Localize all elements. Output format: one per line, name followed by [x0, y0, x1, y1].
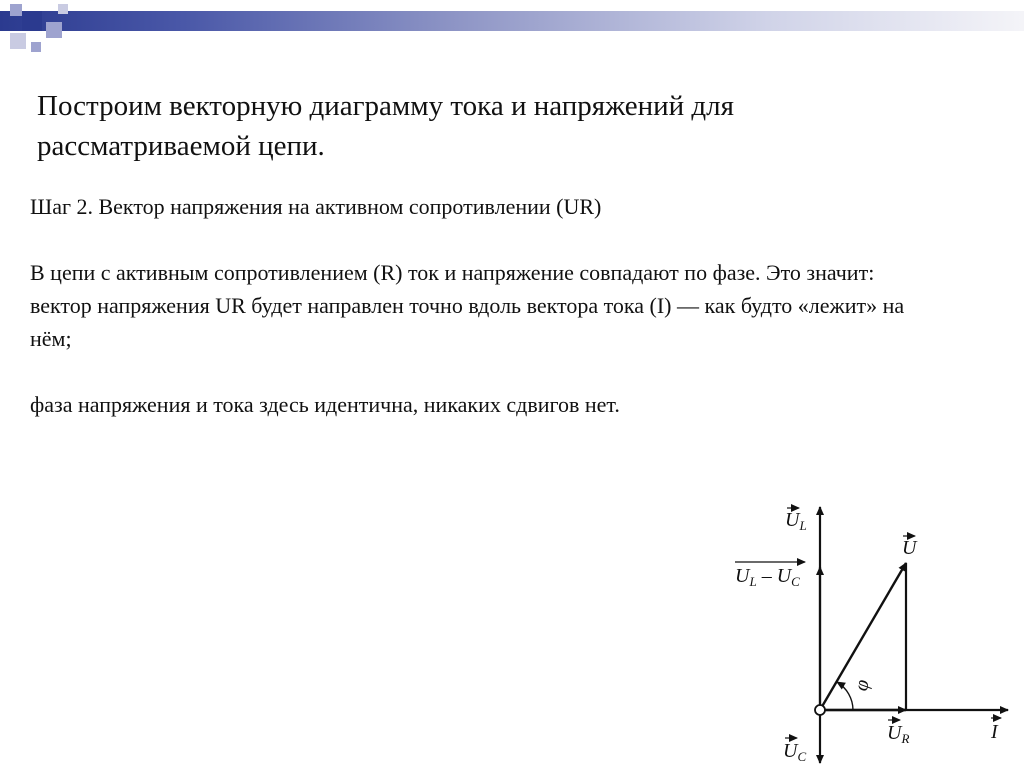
- decor-square: [58, 4, 68, 14]
- label-i: [990, 718, 1001, 743]
- spacer: [30, 223, 930, 256]
- spacer: [30, 355, 930, 388]
- vector-diagram: [725, 495, 1015, 767]
- svg-text:φ: φ: [850, 677, 874, 693]
- decor-square: [10, 4, 22, 16]
- label-ur: [887, 720, 909, 746]
- label-ul: [785, 508, 807, 533]
- step-heading: Шаг 2. Вектор напряжения на активном сопротивлении (UR): [30, 194, 602, 219]
- paragraph-no-shift: фаза напряжения и тока здесь идентична, никаких сдвигов нет.: [30, 392, 620, 417]
- decor-square: [46, 22, 62, 38]
- svg-text:UL: $U_L$: [785, 509, 807, 533]
- slide-body: [30, 190, 930, 421]
- decor-square: [10, 33, 26, 49]
- svg-text:I: I: [991, 721, 998, 743]
- paragraph-in-phase: В цепи с активным сопротивлением (R) ток и напряжение совпадают по фазе. Это значит: вектор напряжения UR будет направлен точно вдоль вектора тока (I) — как будто «лежит» на нём;: [30, 260, 905, 351]
- decor-square: [22, 11, 42, 31]
- slide-title: Построим векторную диаграмму тока и напряжений для рассматриваемой цепи.: [37, 90, 734, 162]
- decor-square: [31, 42, 41, 52]
- label-uc: [783, 738, 806, 764]
- svg-text:UR: $U_R$: [887, 722, 910, 746]
- label-u: [902, 536, 918, 559]
- label-ul-minus-uc: [735, 562, 805, 589]
- svg-text:U: U: [902, 537, 917, 559]
- svg-text:UC: $U_C$: [783, 740, 807, 764]
- svg-text:UL – UC: $U_L - U_C$: [735, 565, 800, 589]
- origin-point: [815, 705, 825, 715]
- header-band: [0, 11, 1024, 31]
- label-phi: [850, 678, 874, 693]
